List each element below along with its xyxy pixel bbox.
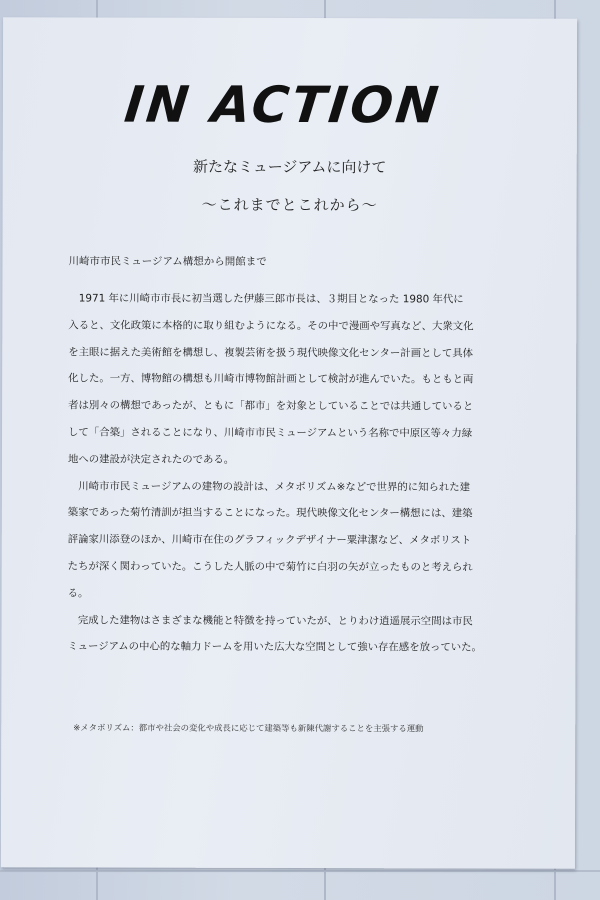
wall-seam	[0, 870, 600, 872]
exhibit-sign	[1, 17, 577, 868]
subtitle: 新たなミュージアムに向けて	[193, 157, 387, 177]
section-heading: 川崎市市民ミュージアム構想から開館まで	[68, 255, 267, 268]
paragraph: 川崎市市民ミュージアムの建物の設計は、メタボリズム※などで世界的に知られた建 築家であった菊竹清訓が担当することになった。現代映像文化センター構想には、建築 評論家川添登のほか、川崎市在住のグラフィックデザイナー粟津潔など、メタボリスト たちが深く関わっていた。こうした人脈の中で菊竹に白羽の矢が立ったものと考えられ る。	[67, 480, 473, 600]
body-text	[67, 285, 494, 661]
paragraph: 1971 年に川崎市市長に初当選した伊藤三郎市長は、３期目となった 1980 年代に 入ると、文化政策に本格的に取り組むようになる。その中で漫画や写真など、大衆文化 を主眼に据えた美術館を構想し、複製芸術を扱う現代映像文化センター計画として具体 化した。一方、博物館の構想も川崎市博物館計画として検討が進んでいた。もともと両 者は別々の構想であったが、ともに「都市」を対象としていることでは共通していると して「合築」されることになり、川崎市市民ミュージアムという名称で中原区等々力緑 地への建設が決定されたのである。	[67, 292, 474, 466]
paragraph: 完成した建物はさまざまな機能と特徴を持っていたが、とりわけ逍遥展示空間は市民 ミュージアムの中心的な軸力ドームを用いた広大な空間として強い存在感を放っていた。	[67, 614, 482, 654]
headline: IN ACTION	[121, 75, 444, 135]
footnote: ※メタボリズム：都市や社会の変化や成長に応じて建築等も新陳代謝することを主張する運動	[73, 722, 424, 734]
subtitle-secondary: 〜これまでとこれから〜	[201, 195, 378, 215]
